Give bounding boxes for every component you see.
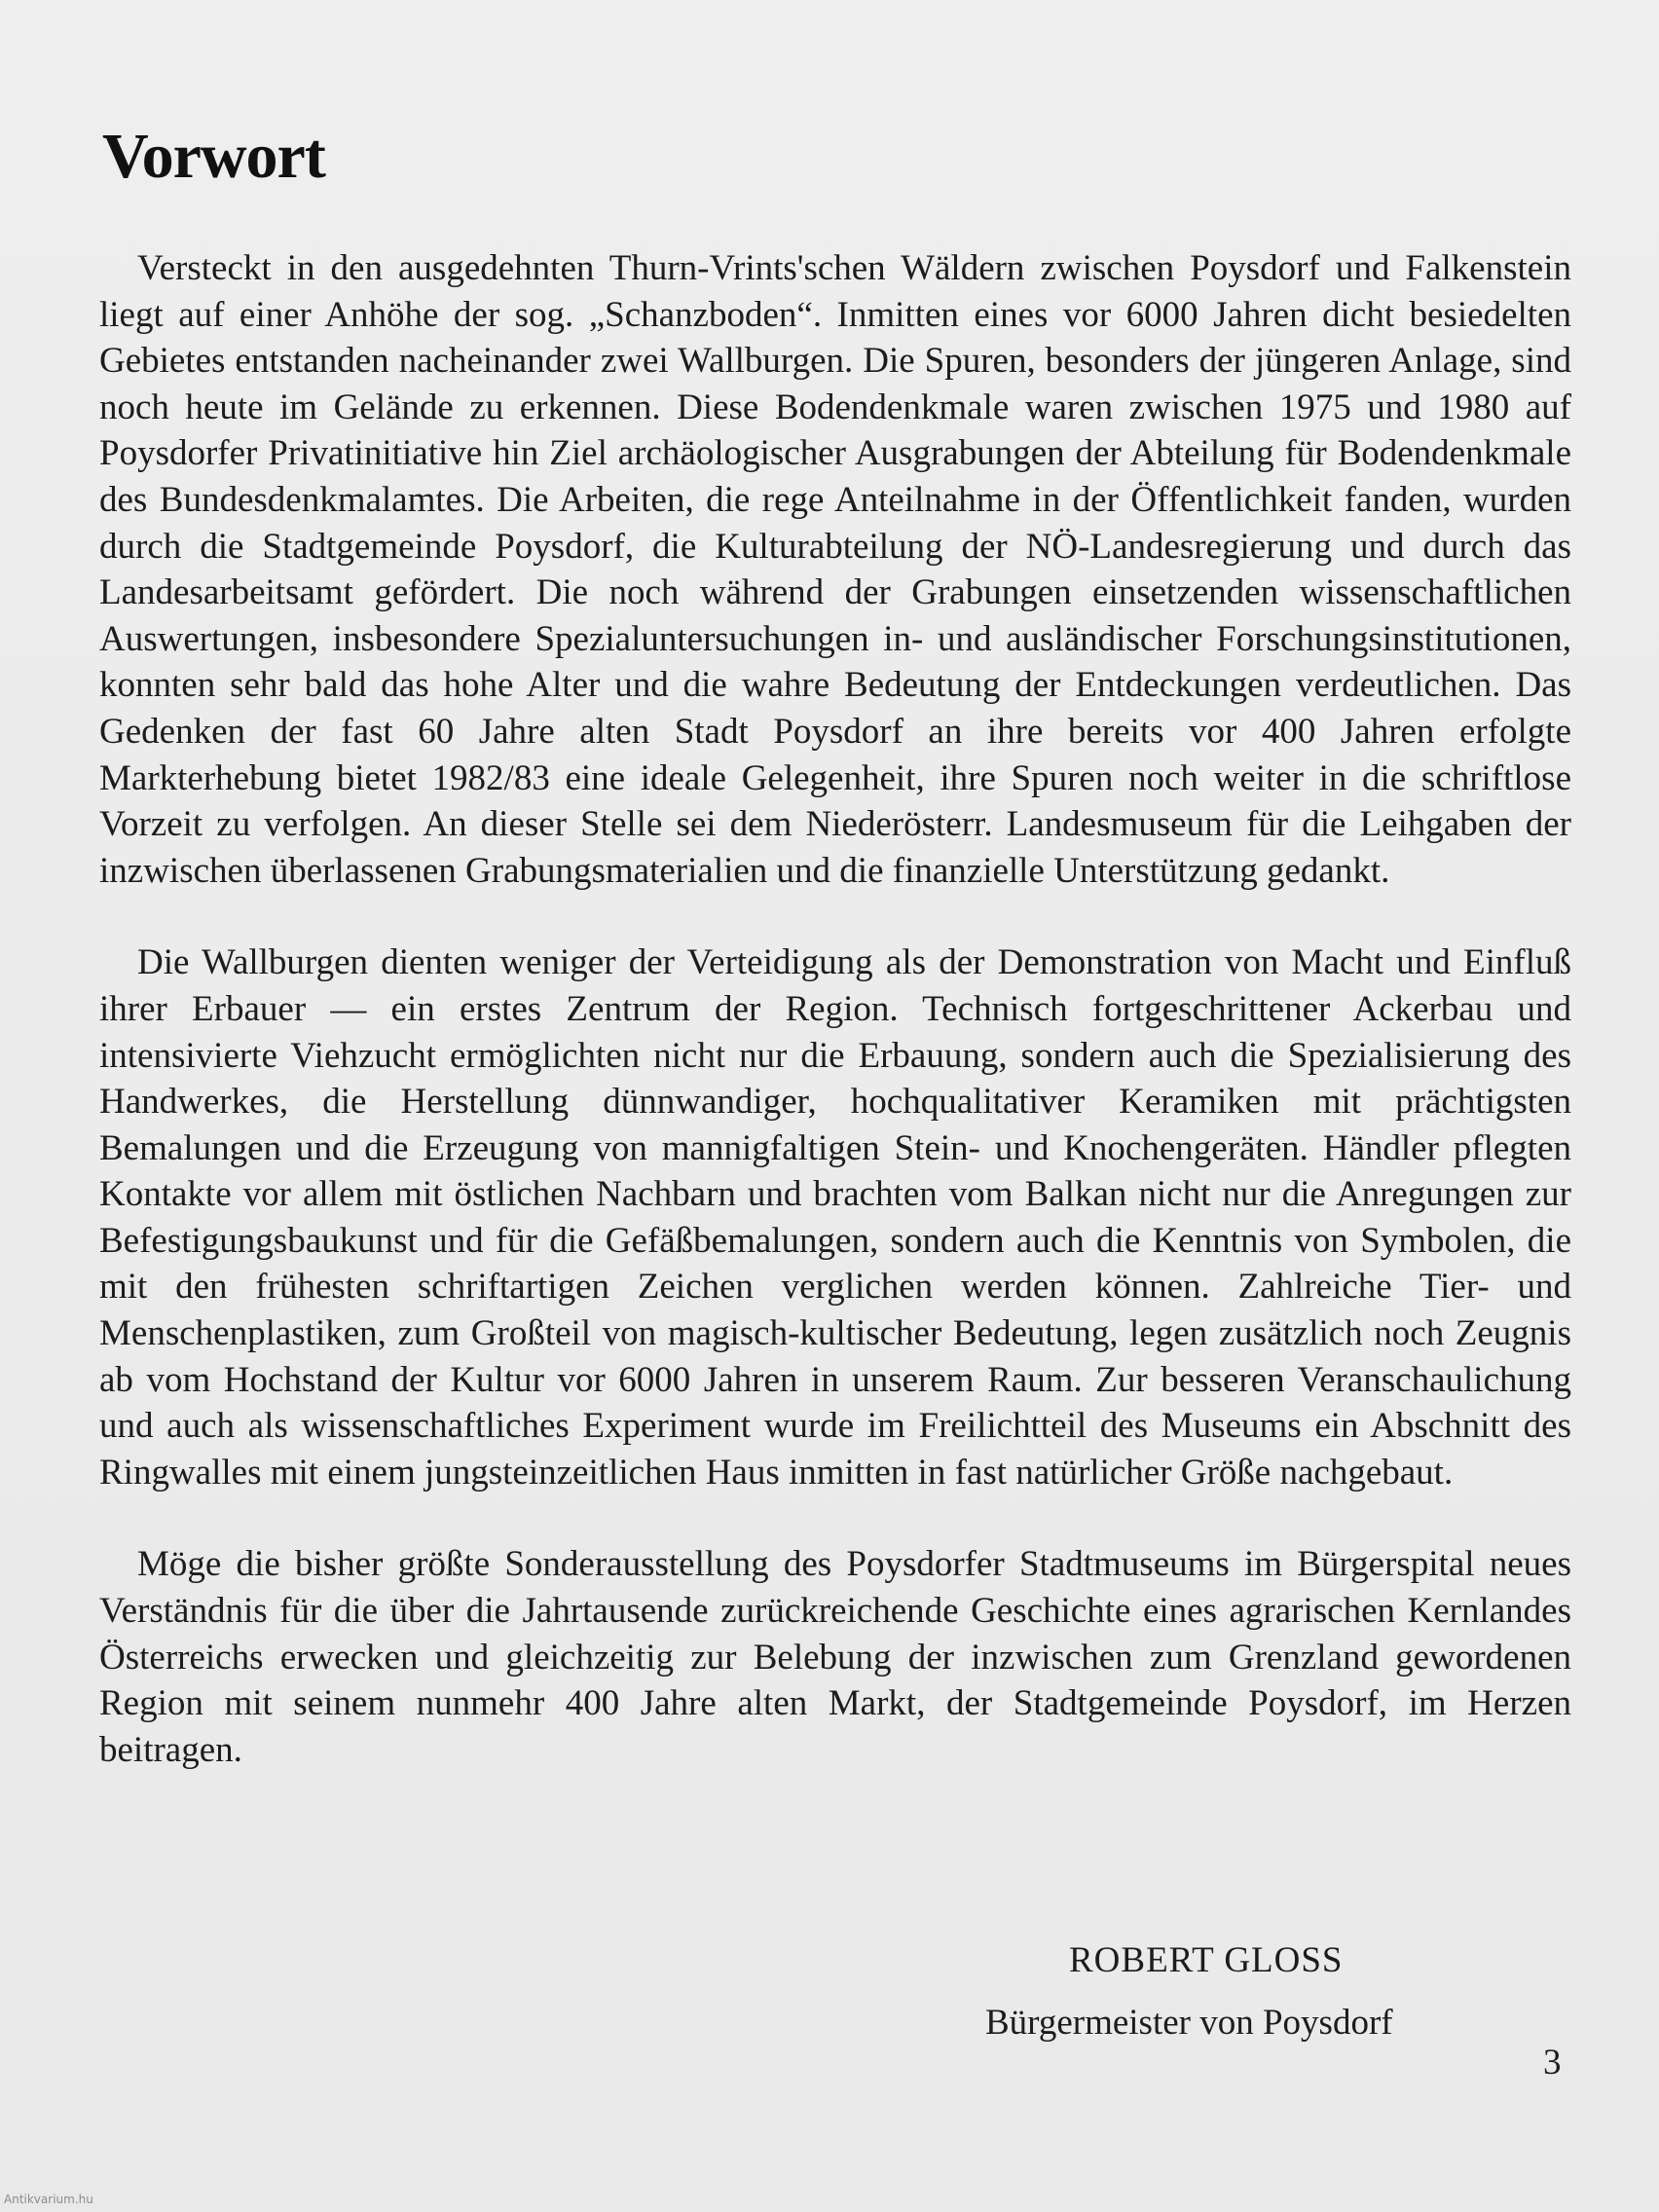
paragraph-1: Versteckt in den ausgedehnten Thurn-Vrints'schen Wäldern zwischen Poysdorf und Falkenstein liegt auf einer Anhöhe der sog. „Schanzboden“. Inmitten eines vor 6000 Jahren dicht besiedelten Gebietes entstanden nacheinander zwei Wallburgen. Die Spuren, besonders der jüngeren Anlage, sind noch heute im Gelände zu erkennen. Diese Bodendenkmale waren zwischen 1975 und 1980 auf Poysdorfer Privatinitiative hin Ziel archäologischer Ausgrabungen der Abteilung für Bodendenkmale des Bundesdenkmalamtes. Die Arbeiten, die rege Anteilnahme in der Öffentlichkeit fanden, wurden durch die Stadtgemeinde Poysdorf, die Kulturabteilung der NÖ-Landesregierung und durch das Landesarbeitsamt gefördert. Die noch während der Grabungen einsetzenden wissenschaftlichen Auswertungen, insbesondere Spezialuntersuchungen in- und ausländischer Forschungsinstitutionen, konnten sehr bald das hohe Alter und die wahre Bedeutung der Entdeckungen verdeutlichen. Das Gedenken der fast 60 Jahre alten Stadt Poysdorf an ihre bereits vor 400 Jahren erfolgte Markterhebung bietet 1982/83 eine ideale Gelegenheit, ihre Spuren noch weiter in die schriftlose Vorzeit zu verfolgen. An dieser Stelle sei dem Niederösterr. Landesmuseum für die Leihgaben der inzwischen überlassenen Grabungsmaterialien und die finanzielle Unterstützung gedankt. — [99, 248, 1571, 891]
paragraph-2: Die Wallburgen dienten weniger der Verteidigung als der Demonstration von Macht und Einfluß ihrer Erbauer — ein erstes Zentrum der Region. Technisch fortgeschrittener Ackerbau und intensivierte Viehzucht ermöglichten nicht nur die Erbauung, sondern auch die Spezialisierung des Handwerkes, die Herstellung dünnwandiger, hochqualitativer Keramiken mit prächtigsten Bemalungen und die Erzeugung von mannigfaltigen Stein- und Knochengeräten. Händler pflegten Kontakte vor allem mit östlichen Nachbarn und brachten vom Balkan nicht nur die Anregungen zur Befestigungsbaukunst und für die Gefäßbemalungen, sondern auch die Kenntnis von Symbolen, die mit den frühesten schriftartigen Zeichen verglichen werden können. Zahlreiche Tier- und Menschenplastiken, zum Großteil von magisch-kultischer Bedeutung, legen zusätzlich noch Zeugnis ab vom Hochstand der Kultur vor 6000 Jahren in unserem Raum. Zur besseren Veranschaulichung und auch als wissenschaftliches Experiment wurde im Freilichtteil des Museums ein Abschnitt des Ringwalles mit einem jungsteinzeitlichen Haus inmitten in fast natürlicher Größe nachgebaut. — [99, 942, 1571, 1493]
signature-name: ROBERT GLOSS — [1069, 1940, 1344, 1980]
page-title: Vorwort — [102, 121, 325, 192]
signature-role: Bürgermeister von Poysdorf — [985, 2003, 1393, 2043]
body-text — [99, 245, 1571, 1819]
watermark: Antikvarium.hu — [4, 2193, 93, 2206]
page-number: 3 — [1543, 2043, 1562, 2083]
paragraph-3: Möge die bisher größte Sonderausstellung des Poysdorfer Stadtmuseums im Bürgerspital neues Verständnis für die über die Jahrtausende zurückreichende Geschichte eines agrarischen Kernlandes Österreichs erwecken und gleichzeitig zur Belebung der inzwischen zum Grenzland gewordenen Region mit seinem nunmehr 400 Jahre alten Markt, der Stadtgemeinde Poysdorf, im Herzen beitragen. — [99, 1544, 1571, 1770]
signature-block — [985, 1937, 1393, 2046]
